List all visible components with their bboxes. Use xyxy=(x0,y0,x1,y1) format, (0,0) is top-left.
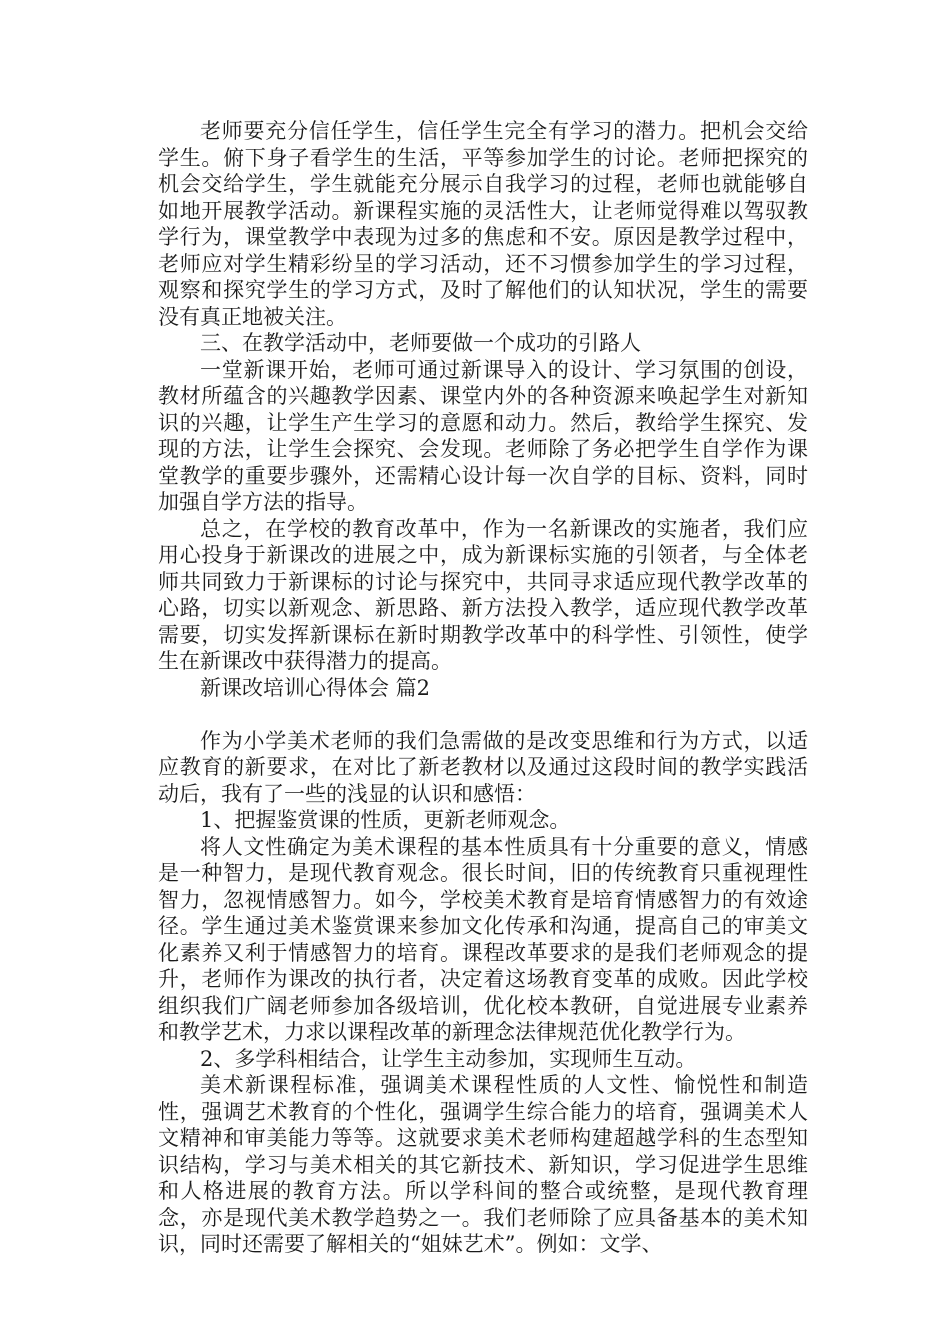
paragraph-art-standard: 美术新课程标准，强调美术课程性质的人文性、愉悦性和制造性，强调艺术教育的个性化，强调学生综合能力的培育，强调美术人文精神和审美能力等等。这就要求美术老师构建超越学科的生态型知识结构，学习与美术相关的其它新技术、新知识，学习促进学生思维和人格进展的教育方法。所以学科间的整合或统整，是现代教育理念，亦是现代美术教学趋势之一。我们老师除了应具备基本的美术知识，同时还需要了解相关的“姐妹艺术”。例如：文学、 xyxy=(158,1073,808,1256)
section-heading-guide: 三、在教学活动中，老师要做一个成功的引路人 xyxy=(200,331,641,355)
paragraph-conclusion: 总之，在学校的教育改革中，作为一名新课改的实施者，我们应用心投身于新课改的进展之中，成为新课标实施的引领者，与全体老师共同致力于新课标的讨论与探究中，共同寻求适应现代教学改革的心路，切实以新观念、新思路、新方法投入教学，适应现代教学改革需要，切实发挥新课标在新时期教学改革中的科学性、引领性，使学生在新课改中获得潜力的提高。 xyxy=(158,516,808,673)
paragraph-trust-students: 老师要充分信任学生，信任学生完全有学习的潜力。把机会交给学生。俯下身子看学生的生活，平等参加学生的讨论。老师把探究的机会交给学生，学生就能充分展示自我学习的过程，老师也就能够自如地开展教学活动。新课程实施的灵活性大，让老师觉得难以驾驭教学行为，课堂教学中表现为过多的焦虑和不安。原因是教学过程中，老师应对学生精彩纷呈的学习活动，还不习惯参加学生的学习过程，观察和探究学生的学习方式，及时了解他们的认知状况，学生的需要没有真正地被关注。 xyxy=(158,119,808,329)
document-body xyxy=(158,118,808,1258)
blank-line xyxy=(158,701,808,728)
subheading-multidiscipline: 2、多学科相结合，让学生主动参加，实现师生互动。 xyxy=(200,1046,697,1071)
subheading-appreciation: 1、把握鉴赏课的性质，更新老师观念。 xyxy=(200,808,571,832)
paragraph-new-lesson: 一堂新课开始，老师可通过新课导入的设计、学习氛围的创设，教材所蕴含的兴趣教学因素、课堂内外的各种资源来唤起学生对新知识的兴趣，让学生产生学习的意愿和动力。然后，教给学生探究、发现的方法，让学生会探究、会发现。老师除了务必把学生自学作为课堂教学的重要步骤外，还需精心设计每一次自学的目标、资料，同时加强自学方法的指导。 xyxy=(158,357,808,514)
paragraph-humanism: 将人文性确定为美术课程的基本性质具有十分重要的意义，情感是一种智力，是现代教育观念。很长时间，旧的传统教育只重视理性智力，忽视情感智力。如今，学校美术教育是培育情感智力的有效途径。学生通过美术鉴赏课来参加文化传承和沟通，提高自己的审美文化素养又利于情感智力的培育。课程改革要求的是我们老师观念的提升，老师作为课改的执行者，决定着这场教育变革的成败。因此学校组织我们广阔老师参加各级培训，优化校本教研，自觉进展专业素养和教学艺术，力求以课程改革的新理念法律规范优化教学行为。 xyxy=(158,834,808,1044)
article-title-part2: 新课改培训心得体会 篇2 xyxy=(200,675,431,700)
paragraph-art-teacher-intro: 作为小学美术老师的我们急需做的是改变思维和行为方式，以适应教育的新要求，在对比了新老教材以及通过这段时间的教学实践活动后，我有了一些的浅显的认识和感悟： xyxy=(158,728,808,806)
